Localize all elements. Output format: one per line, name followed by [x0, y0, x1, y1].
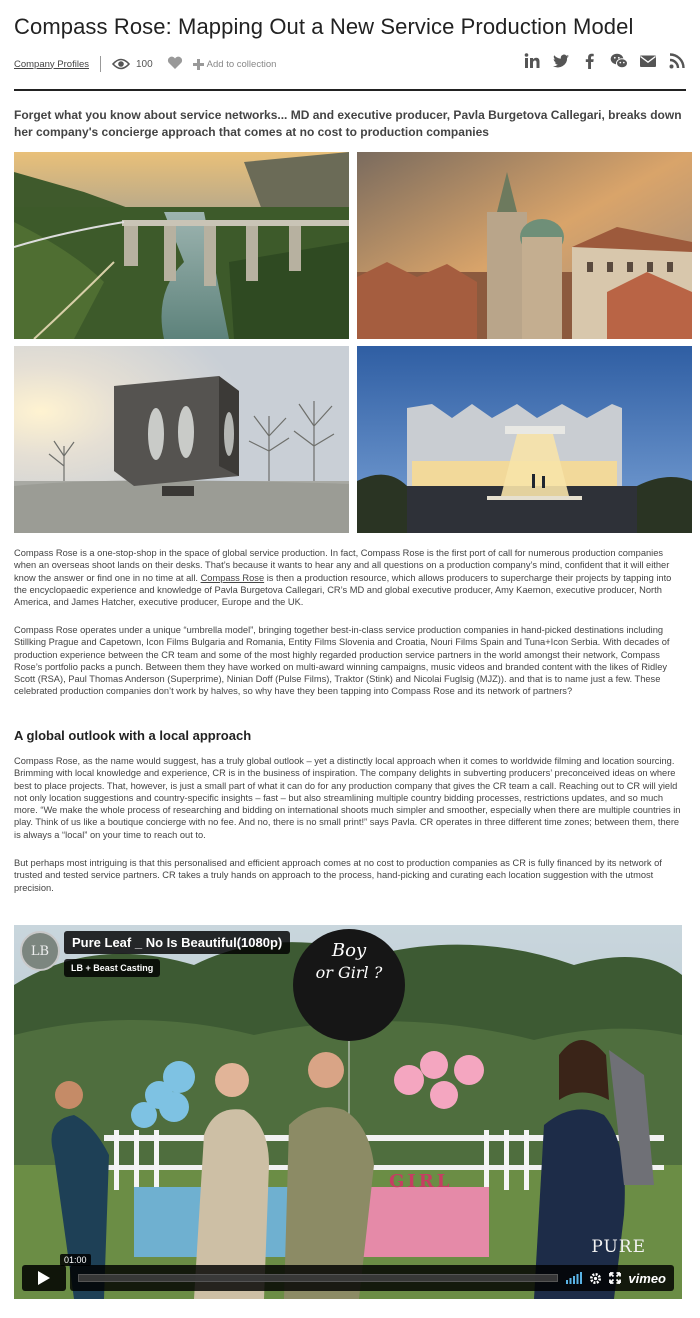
- wechat-icon[interactable]: [610, 52, 628, 70]
- social-share-bar: [523, 52, 686, 70]
- para1-text-b: is then a production resource, which allows producers to supercharge their projects by tapping into the encyclopaedic experience and knowledge of Pavla Burgetova Callegari, CR’s MD and global executive producer, Amy Kaemon, executive producer, North America, and James Hatcher, executive producer, Europe and the UK.: [14, 572, 672, 608]
- add-to-collection-label: Add to collection: [206, 58, 277, 70]
- progress-bar-container: [70, 1265, 674, 1291]
- section-heading: A global outlook with a local approach: [14, 728, 252, 743]
- video-timestamp: 01:00: [60, 1254, 91, 1266]
- para1-text-a: Compass Rose is a one-stop-shop in the space of global service production. In fact, Compass Rose is the first port of call for numerous production companies when an overseas shoot lands on their desks. That’s because it wants to hear any and all questions on a production company’s mind, confident that it will either know the answer or find one in no time at all.: [14, 548, 670, 583]
- balloon-text-line-2: or Girl ?: [315, 963, 383, 982]
- twitter-icon[interactable]: [552, 52, 570, 70]
- video-player[interactable]: [14, 925, 682, 1299]
- eye-icon: [112, 58, 130, 70]
- meta-divider: [100, 56, 101, 72]
- facebook-icon[interactable]: [581, 52, 599, 70]
- category-link[interactable]: Company Profiles: [14, 58, 89, 70]
- view-count: [112, 58, 153, 70]
- body-paragraph-2: Compass Rose operates under a unique “umbrella model”, bringing together best-in-class service production companies in hand-picked destinations including Stillking Prague and Capetown, Icon Films Bulgaria and Romania, Entity Films Slovenia and Croatia, Nouri Films Spain and Tuna+Icon Serbia. With decades of production experience between the CR team and some of the most highly regarded production service partners in the world amongst their network, Compass Rose’s portfolio packs a punch. Between them they have worked on multi-award winning campaigns, music videos and branded content with the likes of Ridley Scott (RSA), Paul Thomas Anderson (Superprime), Ninian Doff (Pulse Films), Traktor (Stink) and Nicolai Fuglsig (MJZ)). and that is to name just a few. These celebrated production companies don’t work by halves, so why have they been tapping into Compass Rose and its network of partners?: [14, 625, 670, 697]
- compass-rose-link[interactable]: Compass Rose: [200, 572, 265, 583]
- girl-banner: GIRL: [389, 1171, 453, 1192]
- article-lead: Forget what you know about service networks... MD and executive producer, Pavla Burgetova Callegari, breaks down her company's concierge approach that comes at no cost to production companies: [14, 108, 682, 139]
- vimeo-logo[interactable]: vimeo: [628, 1270, 666, 1286]
- fullscreen-icon[interactable]: [609, 1272, 621, 1284]
- linkedin-icon[interactable]: [523, 52, 541, 70]
- body-paragraph-4: But perhaps most intriguing is that this personalised and efficient approach comes at no cost to production companies as CR is fully financed by its network of trusted and tested service partners. CR takes a truly hands on approach to the process, hand-picking and curating each location suggestion with the utmost precision.: [14, 858, 662, 893]
- balloon-text-line-1: Boy: [331, 940, 367, 961]
- photo-modern-building: [357, 346, 692, 533]
- photo-prague-church: [357, 152, 692, 339]
- volume-icon[interactable]: [566, 1272, 582, 1284]
- brand-watermark: PURE: [591, 1237, 646, 1257]
- view-count-value: 100: [135, 58, 153, 70]
- photo-viaduct-river: [14, 152, 349, 339]
- body-paragraph-3: Compass Rose, as the name would suggest, has a truly global outlook – yet a distinctly local approach when it comes to worldwide filming and location sourcing. Brimming with local knowledge and experience, CR is in the business of inspiration. The company delights in subverting producers’ preconceived ideas on where best to place projects. That, however, is just a small part of what it can do for any production company that gives the CR team a call. Reaching out to CR will yield not only location suggestions and country-specific insights – fast – but also streamlining multiple country bidding processes, restrictions updates, and so much more. “We make the whole process of researching and bidding on international shoots much simpler and smoother, especially when there are multiple countries in play. Think of us like a boutique concierge with no fee. And no, there is no small print!” says Pavla. CR operates in three different time zones; between them, there is always a “local” on your time to reach out to.: [14, 756, 681, 840]
- like-button[interactable]: [167, 56, 183, 73]
- add-to-collection-button[interactable]: [193, 59, 277, 70]
- video-title[interactable]: Pure Leaf _ No Is Beautiful(1080p): [64, 931, 290, 954]
- title-divider: [14, 89, 686, 91]
- play-icon: [37, 1270, 51, 1286]
- video-byline[interactable]: LB + Beast Casting: [64, 959, 160, 977]
- channel-logo[interactable]: LB: [20, 931, 60, 971]
- video-control-icons: [566, 1271, 666, 1286]
- settings-gear-icon[interactable]: [589, 1272, 602, 1285]
- heart-icon: [167, 56, 183, 70]
- rss-icon[interactable]: [668, 52, 686, 70]
- balloon-text: [314, 940, 384, 984]
- plus-icon: [193, 59, 204, 70]
- video-controls: [22, 1265, 674, 1291]
- page-title: Compass Rose: Mapping Out a New Service Production Model: [14, 14, 634, 39]
- article-meta: [14, 52, 686, 76]
- play-button[interactable]: [22, 1265, 66, 1291]
- body-paragraph-1: [14, 547, 686, 608]
- photo-concrete-sculpture: [14, 346, 349, 533]
- progress-track[interactable]: [78, 1274, 558, 1282]
- email-icon[interactable]: [639, 52, 657, 70]
